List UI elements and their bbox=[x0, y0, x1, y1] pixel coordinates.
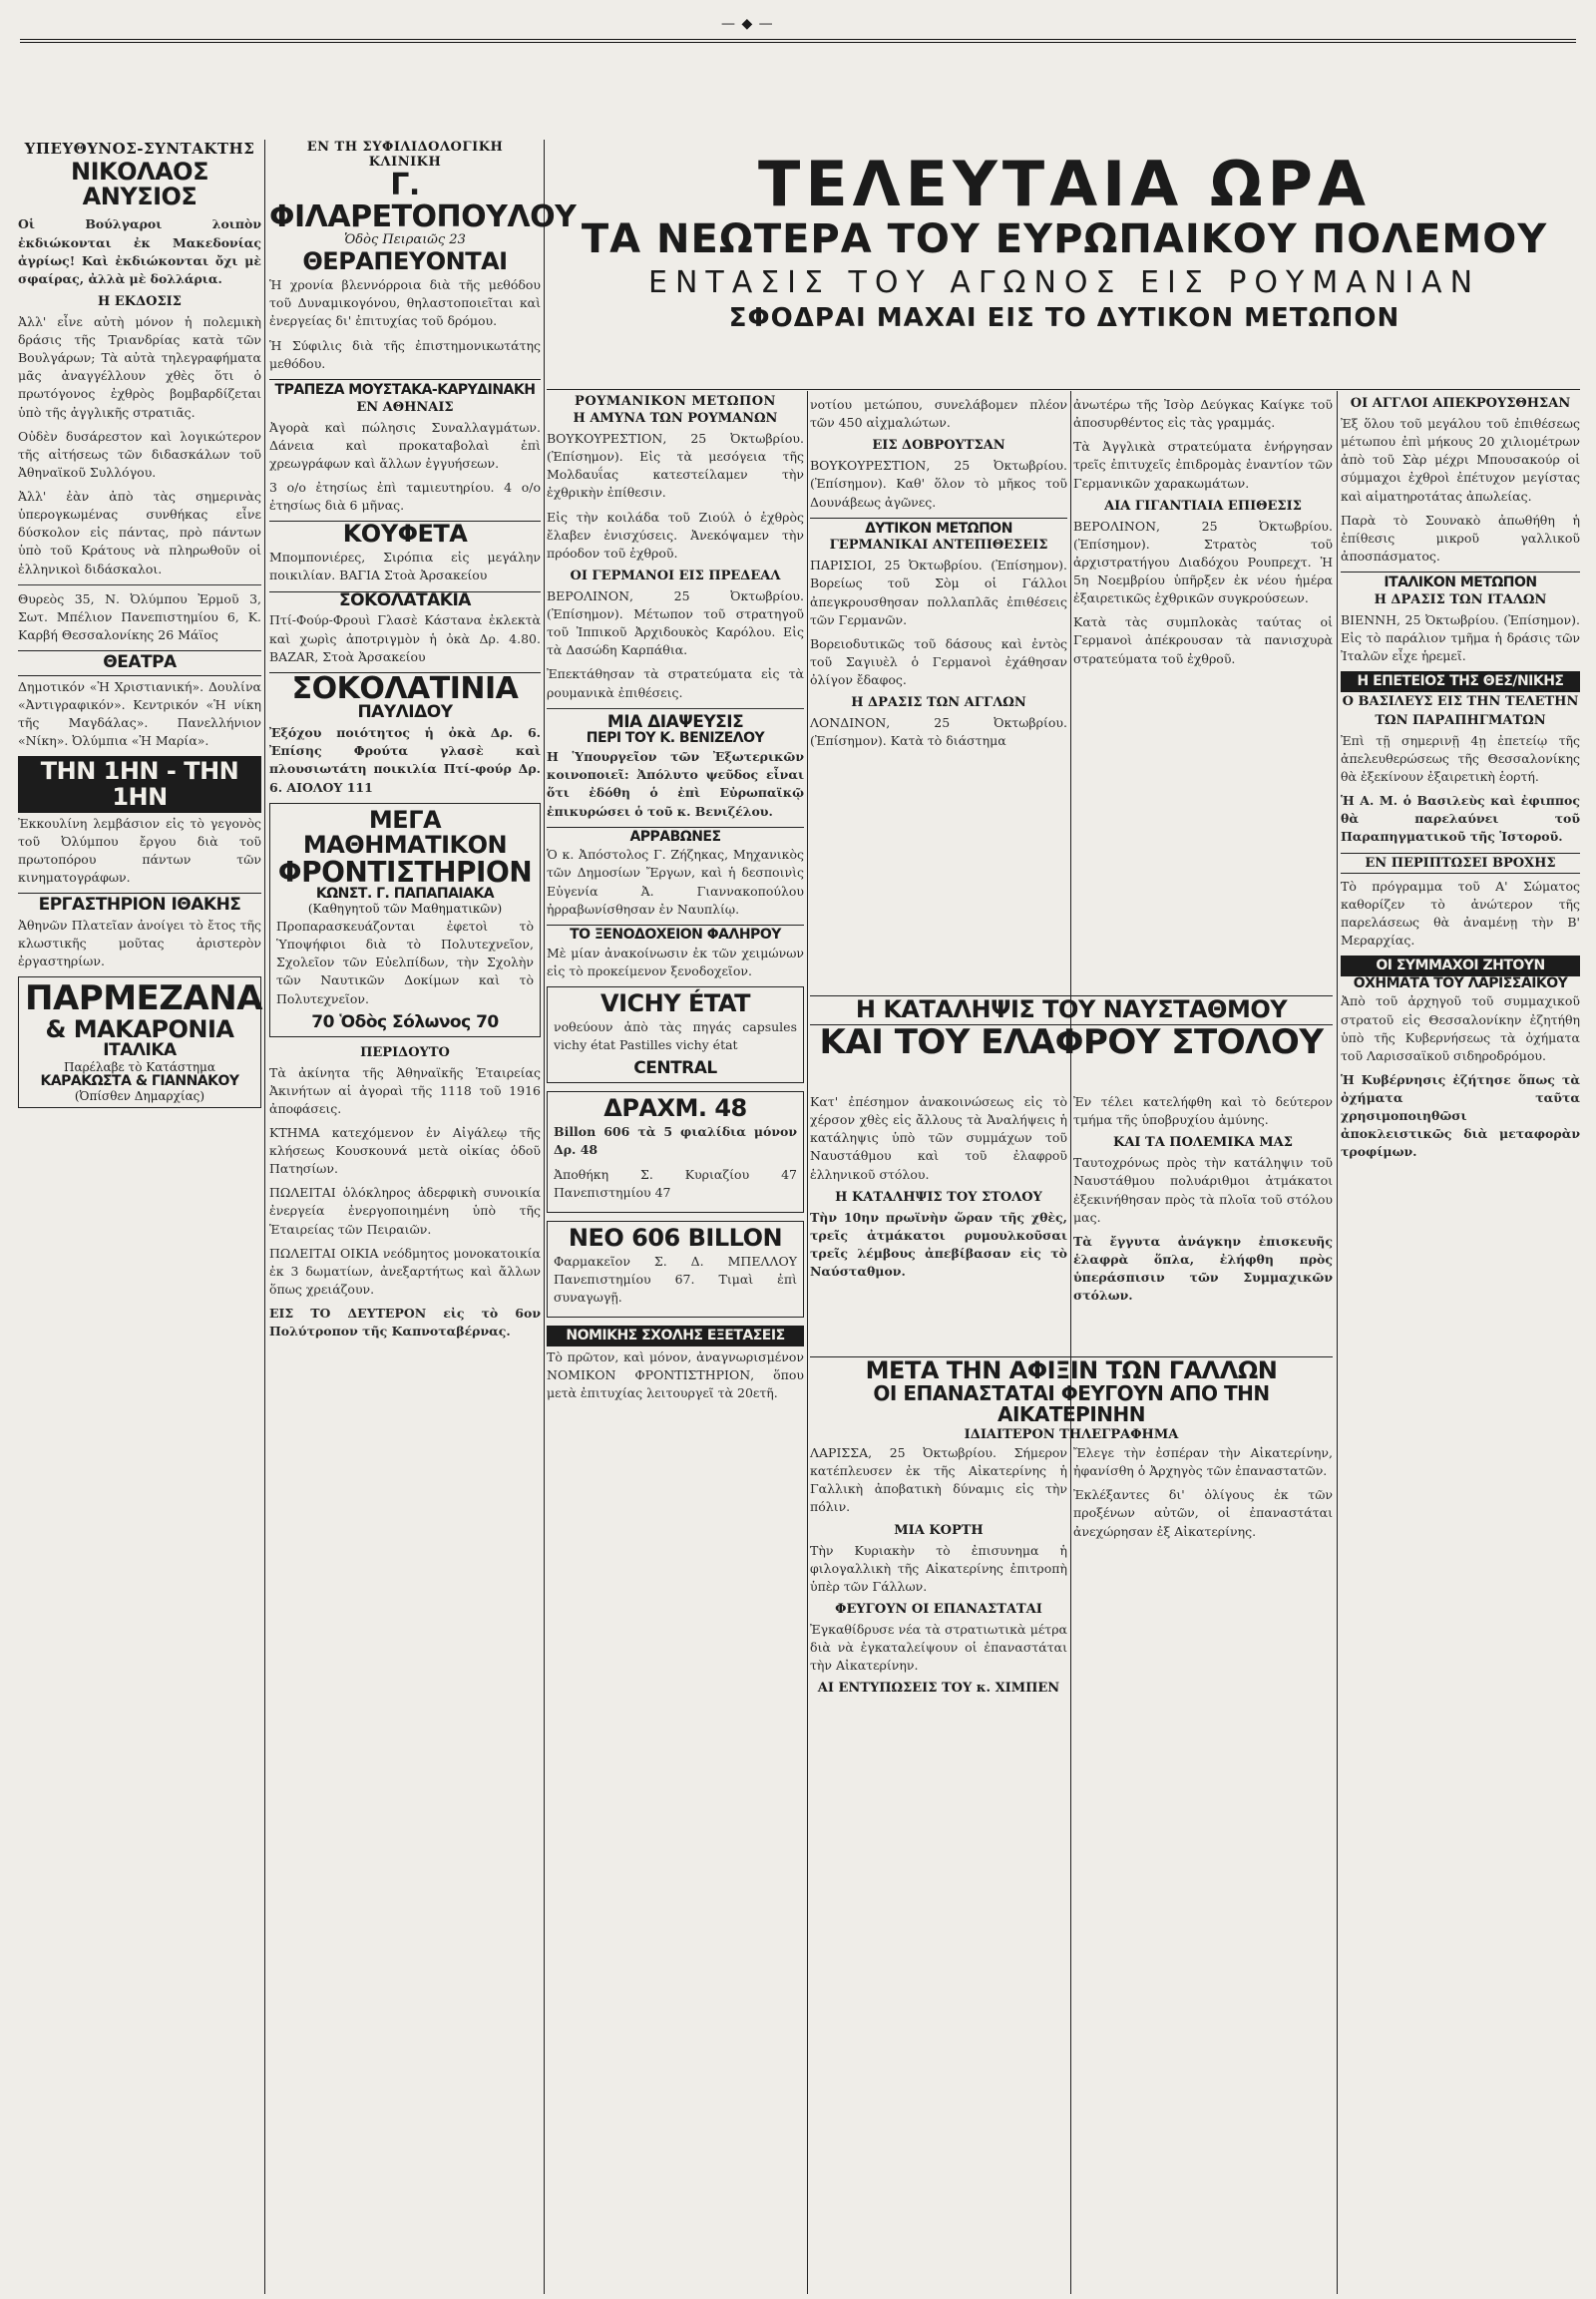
bank-text: 3 ο/ο ἐτησίως ἐπὶ ταμιευτηρίου. 4 ο/ο ἐτησίως διὰ 6 μῆνας. bbox=[269, 479, 541, 513]
address-text: Θυρεὸς 35, Ν. Ὀλύμπου Ἐρμοῦ 3, Σωτ. Μπέλιον Πανεπιστημίου 6, Κ. Καρβή Θεσσαλονίκης 26 Μάϊος bbox=[18, 590, 261, 642]
billon-text: Billon 606 τὰ 5 φιαλίδια μόνον Δρ. 48 bbox=[554, 1124, 797, 1158]
article-paragraph: Τὰ ἔγγυτα ἀνάγκην ἐπισκευῆς ἑλαφρὰ ὅπλα, ἐλήφθη πρὸς ὑπεράσπισιν τῶν Συμμαχικῶν στόλων. bbox=[1073, 1233, 1333, 1304]
notice-heading: ΠΕΡΙΔΟΥΤΟ bbox=[360, 1044, 450, 1060]
denial-heading: ΜΙΑ ΔΙΑΨΕΥΣΙΣ bbox=[606, 711, 744, 732]
masthead-subtitle: ΤΑ ΝΕΩΤΕΡΑ ΤΟΥ ΕΥΡΩΠΑΙΚΟΥ ΠΟΛΕΜΟΥ bbox=[581, 216, 1548, 262]
italian-front-heading: ΙΤΑΛΙΚΟΝ ΜΕΤΩΠΟΝ bbox=[1341, 572, 1580, 590]
film-text: Ἐκκουλίνη λεμβάσιον εἰς τὸ γεγονὸς τοῦ Ὀλύμπου ἔργου διὰ τοῦ πρωτοπόρου πάντων τῶν κινηματογράφων. bbox=[18, 815, 261, 886]
engagement-heading: ΑΡΡΑΒΩΝΕΣ bbox=[547, 827, 804, 845]
column-divider bbox=[1070, 391, 1071, 2294]
law-school-heading: ΝΟΜΙΚΗΣ ΣΧΟΛΗΣ ΕΞΕΤΑΣΕΙΣ bbox=[547, 1326, 804, 1346]
german-counterattacks-subheading: ΓΕΡΜΑΝΙΚΑΙ ΑΝΤΕΠΙΘΕΣΕΙΣ bbox=[829, 538, 1048, 554]
article-paragraph: Ἐν τέλει κατελήφθη καὶ τὸ δεύτερον τμήμα τῆς ὑποβρυχίου ἀμύνης. bbox=[1073, 1094, 1333, 1128]
ad-name: ΚΑΡΑΚΩΣΤΑ & ΓΙΑΝΝΑΚΟΥ bbox=[40, 1073, 239, 1090]
engagement-text: Ὁ κ. Ἀπόστολος Γ. Ζήζηκας, Μηχανικὸς τῶν Δημοσίων Ἔργων, καὶ ἡ δεσποινὶς Εὐγενία Ἀ. Γιαννακοπούλου ἠρραβωνίσθησαν ἐν Ναυπλίῳ. bbox=[547, 847, 804, 917]
article-paragraph: ΒΟΥΚΟΥΡΕΣΤΙΟΝ, 25 Ὀκτωβρίου. (Ἐπίσημον). Καθ' ὅλον τὸ μῆκος τοῦ Δουνάβεως ἀγῶνες. bbox=[810, 458, 1067, 510]
hotel-text: Μὲ μίαν ἀνακοίνωσιν ἐκ τῶν χειμώνων εἰς τὸ προκείμενον ξενοδοχεῖον. bbox=[547, 945, 804, 978]
bank-text: Ἀγορὰ καὶ πώλησις Συναλλαγμάτων. Δάνεια καὶ προκαταβολαὶ ἐπὶ χρεωγράφων καὶ ἄλλων ἐγγυήσεων. bbox=[269, 419, 541, 471]
notice-text: Τὰ ἀκίνητα τῆς Ἀθηναϊκῆς Ἑταιρείας Ἀκινήτων αἱ ἀγοραὶ τῆς 1118 τοῦ 1916 ἀποφάσεις. bbox=[269, 1064, 541, 1116]
chocolate-brand: ΠΑΥΛΙΔΟΥ bbox=[357, 702, 453, 723]
divider bbox=[18, 584, 261, 585]
katerini-headline: ΟΙ ΕΠΑΝΑΣΤΑΤΑΙ ΦΕΥΓΟΥΝ ΑΠΟ ΤΗΝ ΑΙΚΑΤΕΡΙΝΗΝ bbox=[873, 1381, 1270, 1427]
column-3 bbox=[547, 394, 804, 2291]
article-paragraph: Ἀλλ' ἐὰν ἀπὸ τὰς σημερινὰς ὑπερογκωμένας συνθήκας εἶνε δύσκολον εἰς πάντας, πρὸ πάντων ὑπὸ τοῦ Κράτους νὰ πληρωθοῦν οἱ ἐλληνικοὶ διδάσκαλοι. bbox=[18, 489, 261, 576]
neo606-ad bbox=[547, 1221, 804, 1319]
ad-subtitle: & ΜΑΚΑΡΟΝΙΑ bbox=[45, 1015, 234, 1044]
hotel-heading: ΤΟ ΞΕΝΟΔΟΧΕΙΟΝ ΦΑΛΗΡΟΥ bbox=[547, 925, 804, 943]
workshop-heading: ΕΡΓΑΣΤΗΡΙΟΝ ΙΘΑΚΗΣ bbox=[18, 893, 261, 915]
article-paragraph: ΠΑΡΙΣΙΟΙ, 25 Ὀκτωβρίου. (Ἐπίσημον). Βορείως τοῦ Σὸμ οἱ Γάλλοι ἀπεγκρουσθησαν πολλαπλᾶς ἐπιθέσεις τῶν Γερμανῶν. bbox=[810, 558, 1067, 627]
denial-text: Η Ὑπουργεῖον τῶν Ἐξωτερικῶν κοινοποιεῖ: Ἀπόλυτο ψεῦδος εἶναι ὅτι ἐδόθη ὁ ἐπὶ Εὐρωπαϊκῷ ἐπικυρώσει ὁ τοῦ κ. Βενιζέλου. bbox=[547, 749, 804, 819]
arsenal-article-left bbox=[810, 1091, 1067, 1352]
column-divider bbox=[264, 140, 265, 2294]
column-divider bbox=[1337, 391, 1338, 2294]
school-line-3: ΦΡΟΝΤΙΣΤΗΡΙΟΝ bbox=[277, 856, 533, 889]
article-paragraph: Ἐπεκτάθησαν τὰ στρατεύματα εἰς τὰ ρουμανικὰ ἐπιθέσεις. bbox=[547, 666, 804, 700]
romanian-subheading: Η ΑΜΥΝΑ ΤΩΝ ΡΟΥΜΑΝΩΝ bbox=[573, 411, 778, 426]
clinic-kicker: ΕΝ ΤΗ ΣΥΦΙΛΙΔΟΛΟΓΙΚΗ ΚΛΙΝΙΚΗ bbox=[306, 140, 504, 170]
school-line-1: ΜΕΓΑ bbox=[368, 805, 442, 834]
article-paragraph: ΒΕΡΟΛΙΝΟΝ, 25 Ὀκτωβρίου. (Ἐπίσημον). Μέτωπον τοῦ στρατηγοῦ τοῦ Ἰππικοῦ Ἀρχιδουκὸς Καρόλου. Εἰς τὰ Δασώδη Καρπάθια. bbox=[547, 587, 804, 658]
editor-kicker: ΥΠΕΥΘΥΝΟΣ-ΣΥΝΤΑΚΤΗΣ bbox=[24, 140, 255, 158]
article-paragraph: ΛΑΡΙΣΣΑ, 25 Ὀκτωβρίου. Σήμερον κατέπλευσεν ἐκ τῆς Αἰκατερίνης ἡ Γαλλικὴ ἀποβατικὴ δύναμις εἰς τὴν πόλιν. bbox=[810, 1445, 1067, 1515]
classified-text: ΚΤΗΜΑ κατεχόμενον ἐν Αἰγάλεῳ τῆς κλήσεως Κουσκουνά μετὰ οἰκίας ὁδοῦ Πατησίων. bbox=[269, 1124, 541, 1177]
column-1 bbox=[18, 140, 261, 2291]
article-paragraph: Ἐξ ὅλου τοῦ μεγάλου τοῦ ἐπιθέσεως μέτωπου ἐπὶ μήκους 20 χιλιομέτρων ἀπὸ τοῦ Σὰρ μέχρι Μπουσακούρ οἱ σύμμαχοι ἐχθροὶ ἐπέτυχον μεγίστας καὶ αἱματηροτάτας ἀπωλείας. bbox=[1341, 416, 1580, 504]
arsenal-banner bbox=[810, 997, 1333, 1087]
koufeta-text: Μπομπονιέρες, Σιρόπια εἰς μεγάλην ποικιλίαν. ΒΑΓΙΑ Στοὰ Ἀρσακείου bbox=[269, 550, 541, 583]
billon-ad bbox=[547, 1091, 804, 1213]
article-paragraph: Κατ' ἐπέσημον ἀνακοινώσεως εἰς τὸ χέρσον χθὲς εἰς ἄλλους τὰ Ἀναλήψεις ἡ κατάληψις ὑπὸ τῶν συμμάχων τοῦ Ναυστάθμου καὶ τοῦ ἐλαφροῦ ἑλληνικοῦ στόλου. bbox=[810, 1094, 1067, 1182]
chocolate-text: Ἐξόχου ποιότητος ἡ ὀκὰ Δρ. 6. Ἐπίσης Φρούτα γλασὲ καὶ πλουσιωτάτη ποικιλία Πτί-φούρ Δρ. 6. ΑΙΟΛΟΥ 111 bbox=[269, 725, 541, 795]
arsenal-headline: Η ΚΑΤΑΛΗΨΙΣ ΤΟΥ ΝΑΥΣΤΑΘΜΟΥ bbox=[810, 997, 1333, 1025]
clinic-name: Γ. ΦΙΛΑΡΕΤΟΠΟΥΛΟΥ bbox=[269, 168, 577, 234]
allies-heading: ΟΙ ΣΥΜΜΑΧΟΙ ΖΗΤΟΥΝ bbox=[1341, 956, 1580, 976]
divider bbox=[547, 708, 804, 709]
section-heading: Η ΕΚΔΟΣΙΣ bbox=[98, 293, 182, 309]
classified-text: ΠΩΛΕΙΤΑΙ ὁλόκληρος ἀδερφικὴ συνοικία ἐνεργεία ἐνεργοποιημένη ὑπὸ τῆς Ἑταιρείας τῶν Πειραιῶν. bbox=[269, 1185, 541, 1237]
masthead-title: ΤΕΛΕΥΤΑΙΑ ΩΡΑ bbox=[758, 148, 1371, 220]
article-paragraph: ΒΟΥΚΟΥΡΕΣΤΙΟΝ, 25 Ὀκτωβρίου. (Ἐπίσημον). Εἰς τὰ μεσόγεια τῆς Μολδαυΐας κατεστείλαμεν τὴν ἐχθρικὴν ἐπίθεσιν. bbox=[547, 431, 804, 501]
article-paragraph: Ταυτοχρόνως πρὸς τὴν κατάληψιν τοῦ Ναυστάθμου πολυάριθμοι ἀτμάκατοι ἐξεκινήθησαν πρὸς τὰ πλοῖα τοῦ στόλου μας. bbox=[1073, 1155, 1333, 1225]
bank-subheading: ΕΝ ΑΘΗΝΑΙΣ bbox=[356, 399, 454, 415]
predeal-subheading: ΟΙ ΓΕΡΜΑΝΟΙ ΕΙΣ ΠΡΕΔΕΑΛ bbox=[570, 568, 781, 583]
celebration-subheading: ΜΙΑ ΚΟΡΤΗ bbox=[894, 1522, 984, 1538]
school-address: 70 Ὁδὸς Σόλωνος 70 bbox=[311, 1011, 499, 1032]
article-paragraph: Ἐπὶ τῇ σημερινῇ 4ῃ ἐπετείῳ τῆς ἀπελευθερώσεως τῆς Θεσσαλονίκης θὰ ἐξεκίνουν ἐξαιρετικὴ ἑορτή. bbox=[1341, 732, 1580, 784]
british-action-subheading: Η ΔΡΑΣΙΣ ΤΩΝ ΑΓΓΛΩΝ bbox=[851, 695, 1026, 711]
school-teacher: ΚΩΝΣΤ. Γ. ΠΑΠΑΠΑΙΑΚΑ bbox=[315, 886, 495, 903]
article-paragraph: Ἔλεγε τὴν ἐσπέραν τὴν Αἰκατερίνην, ἠφανίσθη ὁ Ἀρχηγὸς τῶν ἐπαναστατῶν. bbox=[1073, 1445, 1333, 1479]
clinic-address: Ὁδὸς Πειραιῶς 23 bbox=[344, 232, 466, 247]
italian-action-subheading: Η ΔΡΑΣΙΣ ΤΩΝ ΙΤΑΛΩΝ bbox=[1374, 591, 1547, 607]
classified-text: ΕΙΣ ΤΟ ΔΕΥΤΕΡΟΝ εἰς τὸ 6ον Πολύτροπον τῆς Καπνοταβέρνας. bbox=[269, 1306, 541, 1340]
article-paragraph: Παρὰ τὸ Σουνακὸ ἀπωθήθη ἡ ἐπίθεσις μικροῦ γαλλικοῦ ἀποσπάσματος. bbox=[1341, 512, 1580, 564]
editor-name: ΝΙΚΟΛΑΟΣ ΑΝΥΣΙΟΣ bbox=[71, 158, 208, 211]
article-paragraph: ἀνωτέρω τῆς Ἰσὸρ Δεύγκας Καίγκε τοῦ ἀποσυρθέντος εἰς τὰς γραμμάς. bbox=[1073, 397, 1333, 431]
parmesan-ad bbox=[18, 976, 261, 1107]
clinic-text: Ἡ χρονία βλεννόρροια διὰ τῆς μεθόδου τοῦ Δυναμικογόνου, θηλαστοποιεῖται καὶ ἐνεργείας δι' ἐπιτυχίας τοῦ δρόμου. bbox=[269, 277, 541, 329]
column-4 bbox=[810, 394, 1067, 992]
column-2 bbox=[269, 140, 577, 2291]
article-paragraph: Εἰς τὴν κοιλάδα τοῦ Ζιούλ ὁ ἐχθρὸς ἔλαβεν ἐνισχύσεις. Ἀνεκόψαμεν τὴν πρόοδον τοῦ ἐχθροῦ. bbox=[547, 509, 804, 561]
article-paragraph: ΛΟΝΔΙΝΟΝ, 25 Ὀκτωβρίου. (Ἐπίσημον). Κατὰ τὸ διάστημα bbox=[810, 715, 1067, 749]
vichy-text: νοθεύουν ἀπὸ τὰς πηγάς capsules vichy état Pastilles vichy état bbox=[554, 1018, 797, 1053]
article-paragraph: Τὸ πρόγραμμα τοῦ Α' Σώματος καθορίζεν τὸ ἀνώτερον τῆς παρελάσεως θὰ ἀναμένῃ τὴν Β' Μεραρχίας. bbox=[1341, 878, 1580, 948]
katerini-banner bbox=[810, 1356, 1333, 1443]
article-paragraph: Οἱ Βούλγαροι λοιπὸν ἐκδιώκονται ἐκ Μακεδονίας ἀγρίως! Καὶ ἐκδιώκονται ὄχι μὲ σφαίρας, ἀλλὰ μὲ δολλάρια. bbox=[18, 216, 261, 286]
denial-subheading: ΠΕΡΙ ΤΟΥ Κ. ΒΕΝΙΖΕΛΟΥ bbox=[586, 730, 765, 747]
clinic-headline: ΘΕΡΑΠΕΥΟΝΤΑΙ bbox=[302, 247, 508, 275]
bank-heading: ΤΡΑΠΕΖΑ ΜΟΥΣΤΑΚΑ-ΚΑΡΥΔΙΝΑΚΗ bbox=[269, 379, 541, 398]
classified-text: ΠΩΛΕΙΤΑΙ ΟΙΚΙΑ νεόδμητος μονοκατοικία ἐκ 3 δωματίων, ἀνεξαρτήτως καὶ ἄλλων ὅπως χρειάζουν. bbox=[269, 1245, 541, 1297]
katerini-article-right bbox=[1073, 1442, 1333, 2291]
katerini-telegram: ΙΔΙΑΙΤΕΡΟΝ ΤΗΛΕΓΡΑΦΗΜΑ bbox=[964, 1427, 1179, 1443]
masthead-divider bbox=[547, 389, 1580, 390]
article-paragraph: Ἀλλ' εἶνε αὐτὴ μόνον ἡ πολεμικὴ δράσις τῆς Τριανδρίας κατὰ τῶν Βουλγάρων; Τὰ αὐτὰ τηλεγραφήματα μᾶς ἀναγγέλλουν χθὲς ὅτι ὁ πρωτόγονος ἐχθρὸς βομβαρδίζεται ὑπὸ τῆς ἀγγλικῆς στρατιᾶς. bbox=[18, 313, 261, 420]
anniversary-subheading-2: ΤΩΝ ΠΑΡΑΠΗΓΜΑΤΩΝ bbox=[1375, 712, 1546, 728]
top-divider bbox=[20, 39, 1576, 43]
column-divider bbox=[807, 391, 808, 2294]
school-teacher-role: (Καθηγητοῦ τῶν Μαθηματικῶν) bbox=[307, 902, 503, 917]
neo606-title: ΝΕΟ 606 BILLON bbox=[568, 1223, 783, 1252]
ad-text: Παρέλαβε τὸ Κατάστημα bbox=[64, 1060, 215, 1075]
sokolatakia-heading: ΣΟΚΟΛΑΤΑΚΙΑ bbox=[269, 591, 541, 610]
article-paragraph: ΒΙΕΝΝΗ, 25 Ὀκτωβρίου. (Ἐπίσημον). Εἰς τὸ παράλιον τμῆμα ἡ δράσις τῶν Ἰταλῶν εἶχε ἡρεμεῖ. bbox=[1341, 611, 1580, 663]
giant-attack-subheading: ΑΙΑ ΓΙΓΑΝΤΙΑΙΑ ΕΠΙΘΕΣΙΣ bbox=[1104, 498, 1302, 514]
fleet-subheading: Η ΚΑΤΑΛΗΨΙΣ ΤΟΥ ΣΤΟΛΟΥ bbox=[835, 1189, 1042, 1205]
dobruja-subheading: ΕΙΣ ΔΟΒΡΟΥΤΣΑΝ bbox=[872, 438, 1005, 454]
workshop-text: Ἀθηνῶν Πλατεῖαν ἀνοίγει τὸ ἔτος τῆς κλωστικῆς μοῦτας ἀριστερὸν ἐργαστηρίων. bbox=[18, 918, 261, 969]
article-paragraph: Τὴν Κυριακὴν τὸ ἐπισυνημα ἡ φιλογαλλικὴ τῆς Αἰκατερίνης ἐπιτροπὴ ὑπὲρ τῶν Γάλλων. bbox=[810, 1542, 1067, 1594]
film-heading: ΤΗΝ 1ΗΝ - ΤΗΝ 1ΗΝ bbox=[18, 756, 261, 812]
article-paragraph: Τὴν 10ην πρωϊνὴν ὥραν τῆς χθὲς, τρεῖς ἀτμάκατοι ρυμουλκοῦσαι τρεῖς λέμβους ἀπεβίβασαν εἰς τὸ Ναύσταθμον. bbox=[810, 1209, 1067, 1279]
article-paragraph: Ἐκλέξαντες δι' ὀλίγους ἐκ τῶν προξένων αὐτῶν, οἱ ἐπαναστάται ἀνεχώρησαν ἐξ Αἰκατερίνης. bbox=[1073, 1487, 1333, 1539]
arsenal-subheadline: ΚΑΙ ΤΟΥ ΕΛΑΦΡΟΥ ΣΤΟΛΟΥ bbox=[819, 1022, 1324, 1063]
article-paragraph: ΒΕΡΟΛΙΝΟΝ, 25 Ὀκτωβρίου. (Ἐπίσημον). Στρατὸς τοῦ ἀρχιστρατήγου Διαδόχου Ρουπρεχτ. Ἡ 5η Νοεμβρίου ὑπῆρξεν ἐκ νέου ἡμέρα ἐξαιρετικῶς ἐχθρικῶν συγκρούσεων. bbox=[1073, 518, 1333, 606]
school-ad bbox=[269, 803, 541, 1037]
article-paragraph: Ἡ Α. Μ. ὁ Βασιλεὺς καὶ ἐφιππος θὰ παρελαύνει τοῦ Παραπηγματικοῦ τῆς Ἱστοροῦ. bbox=[1341, 793, 1580, 845]
western-front-heading: ΔΥΤΙΚΟΝ ΜΕΤΩΠΟΝ bbox=[810, 518, 1067, 537]
romanian-front-heading: ΡΟΥΜΑΝΙΚΟΝ ΜΕΤΩΠΟΝ bbox=[575, 394, 776, 409]
impressions-subheading: ΑΙ ΕΝΤΥΠΩΣΕΙΣ ΤΟΥ κ. ΧΙΜΠΕΝ bbox=[817, 1681, 1060, 1697]
masthead-subheadline: ΣΦΟΔΡΑΙ ΜΑΧΑΙ ΕΙΣ ΤΟ ΔΥΤΙΚΟΝ ΜΕΤΩΠΟΝ bbox=[728, 303, 1400, 333]
theatre-listing: Δημοτικόν «Ἡ Χριστιανική». Δουλίνα «Ἀντιγραφικόν». Κεντρικόν «Ἡ νίκη τῆς Μαγδάλας». Πανελλήνιον «Νίκη». Ὀλύμπια «Ἡ Μαρία». bbox=[18, 678, 261, 749]
anniversary-heading: Η ΕΠΕΤΕΙΟΣ ΤΗΣ ΘΕΣ/ΝΙΚΗΣ bbox=[1341, 671, 1580, 692]
koufeta-heading: ΚΟΥΦΕΤΑ bbox=[269, 521, 541, 547]
vichy-store: CENTRAL bbox=[633, 1058, 717, 1079]
theatre-heading: ΘΕΑΤΡΑ bbox=[18, 650, 261, 676]
article-paragraph: νοτίου μετώπου, συνελάβομεν πλέον τῶν 450 αἰχμαλώτων. bbox=[810, 397, 1067, 431]
article-paragraph: Βορειοδυτικῶς τοῦ δάσους καὶ ἐντὸς τοῦ Σαγιυὲλ ὁ Γερμανοὶ ἐχάθησαν ὀλίγον ἔδαφος. bbox=[810, 635, 1067, 688]
masthead bbox=[551, 150, 1578, 387]
billon-price: ΔΡΑΧΜ. 48 bbox=[603, 1094, 747, 1123]
clinic-text: Ἡ Σύφιλις διὰ τῆς ἐπιστημονικωτάτης μεθόδου. bbox=[269, 337, 541, 371]
article-paragraph: Ἐγκαθίδρυσε νέα τὰ στρατιωτικὰ μέτρα διὰ νὰ ἐγκαταλείψουν οἱ ἐπαναστάται τὴν Αἰκατερίνην. bbox=[810, 1621, 1067, 1674]
ad-title: ΠΑΡΜΕΖΑΝΑ bbox=[25, 978, 262, 1019]
sokolatakia-text: Πτί-Φούρ-Φρουὶ Γλασὲ Κάστανα ἐκλεκτὰ καὶ χωρὶς ἀποτριγμὸν ἡ ὀκὰ Δρ. 4.80. BAZAR, Στοὰ Ἀρσακείου bbox=[269, 612, 541, 664]
ad-address: (Ὀπίσθεν Δημαρχίας) bbox=[74, 1088, 205, 1103]
katerini-kicker: ΜΕΤΑ ΤΗΝ ΑΦΙΞΙΝ ΤΩΝ ΓΑΛΛΩΝ bbox=[865, 1356, 1278, 1384]
column-divider bbox=[544, 140, 545, 2294]
rebels-leave-subheading: ΦΕΥΓΟΥΝ ΟΙ ΕΠΑΝΑΣΤΑΤΑΙ bbox=[835, 1601, 1042, 1617]
top-ornament: — ◆ — bbox=[713, 16, 782, 32]
anniversary-subheading: Ο ΒΑΣΙΛΕΥΣ ΕΙΣ ΤΗΝ ΤΕΛΕΤΗΝ bbox=[1342, 693, 1579, 709]
rain-subheading: ΕΝ ΠΕΡΙΠΤΩΣΕΙ ΒΡΟΧΗΣ bbox=[1341, 853, 1580, 874]
vichy-title: VICHY ÉTAT bbox=[600, 988, 750, 1017]
article-paragraph: Οὐδὲν δυσάρεστον καὶ λογικώτερον τῆς αἰτήσεως τῶν διδασκάλων τοῦ Ἀθηναϊκοῦ Συλλόγου. bbox=[18, 428, 261, 480]
vichy-ad bbox=[547, 986, 804, 1083]
british-repelled-subheading: ΟΙ ΑΓΓΛΟΙ ΑΠΕΚΡΟΥΣΘΗΣΑΝ bbox=[1350, 396, 1571, 411]
neo606-text: Φαρμακεῖον Σ. Δ. ΜΠΕΛΛΟΥ Πανεπιστημίου 67. Τιμαὶ ἐπὶ συναγωγῇ. bbox=[554, 1253, 797, 1306]
law-school-text: Τὸ πρῶτον, καὶ μόνον, ἀναγνωρισμένον ΝΟΜΙΚΟΝ ΦΡΟΝΤΙΣΤΗΡΙΟΝ, ὅπου μετὰ ἐπιτυχίας λειτουργεῖ τὰ 20ετῆ. bbox=[547, 1349, 804, 1401]
chocolate-heading: ΣΟΚΟΛΑΤΙΝΙΑ bbox=[269, 672, 541, 705]
allies-subheading: ΟΧΗΜΑΤΑ ΤΟΥ ΛΑΡΙΣΣΑΪΚΟΥ bbox=[1353, 974, 1568, 991]
masthead-headline: ΕΝΤΑΣΙΣ ΤΟΥ ΑΓΩΝΟΣ ΕΙΣ ΡΟΥΜΑΝΙΑΝ bbox=[647, 265, 1481, 300]
billon-address: Ἀποθήκη Σ. Κυριαζίου 47 Πανεπιστημίου 47 bbox=[554, 1166, 797, 1200]
article-paragraph: Τὰ Ἀγγλικὰ στρατεύματα ἐνήργησαν τρεῖς ἐπιτυχεῖς ἐπιδρομὰς ἐναντίον τῶν Γερμανικῶν χαρακωμάτων. bbox=[1073, 439, 1333, 491]
warships-subheading: ΚΑΙ ΤΑ ΠΟΛΕΜΙΚΑ ΜΑΣ bbox=[1113, 1135, 1293, 1151]
school-line-2: ΜΑΘΗΜΑΤΙΚΟΝ bbox=[302, 830, 508, 859]
article-paragraph: Ἡ Κυβέρνησις ἐζήτησε ὅπως τὰ ὀχήματα ταῦτα χρησιμοποιηθῶσι ἀποκλειστικῶς διὰ μεταφορὰν τροφίμων. bbox=[1341, 1071, 1580, 1160]
school-text: Προπαρασκευάζονται ἐφετοὶ τὸ Ὑποψήφιοι διὰ τὸ Πολυτεχνεῖον, Σχολεῖον τῶν Εὐελπίδων, τὴν Σχολὴν τῶν Ναυτικῶν Δοκίμων καὶ τὸ Πολυτεχνεῖον. bbox=[276, 919, 534, 1006]
katerini-article-left bbox=[810, 1442, 1067, 2291]
arsenal-article-right bbox=[1073, 1091, 1333, 1352]
column-6 bbox=[1341, 394, 1580, 2291]
column-5 bbox=[1073, 394, 1333, 992]
article-paragraph: Ἀπὸ τοῦ ἀρχηγοῦ τοῦ συμμαχικοῦ στρατοῦ εἰς Θεσσαλονίκην ἐζητήθη ὑπὸ τῆς Κυβερνήσεως τὰ ὀχήματα τοῦ Λαρισσαϊκοῦ σιδηροδρόμου. bbox=[1341, 993, 1580, 1063]
top-rule bbox=[0, 6, 1596, 46]
article-paragraph: Κατὰ τὰς συμπλοκὰς ταύτας οἱ Γερμανοὶ ἀπέκρουσαν τὰ πανισχυρὰ στρατεύματα τοῦ ἐχθροῦ. bbox=[1073, 614, 1333, 666]
ad-subtitle-2: ΙΤΑΛΙΚΑ bbox=[103, 1040, 177, 1061]
